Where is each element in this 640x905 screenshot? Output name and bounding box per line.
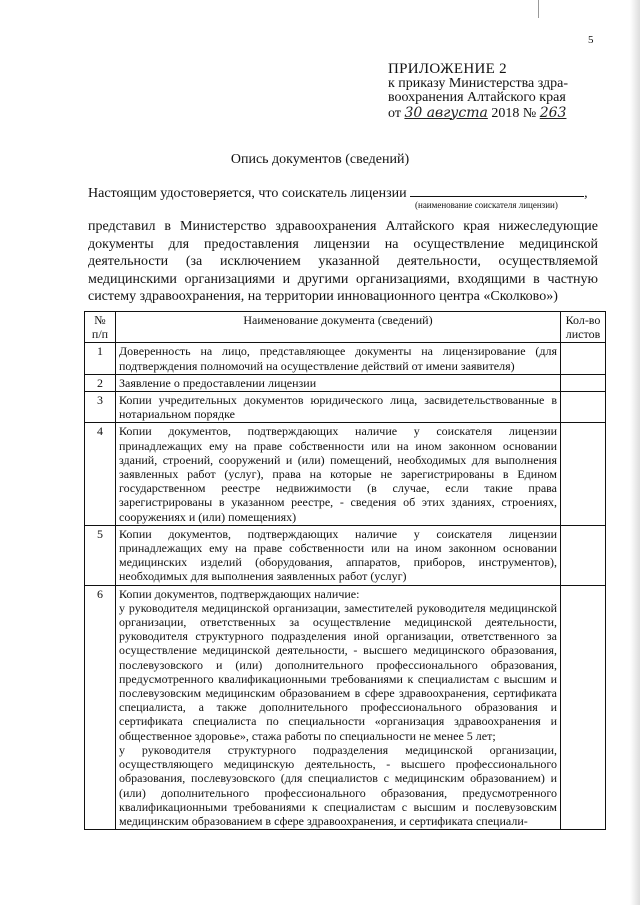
table-row <box>85 343 606 374</box>
row-qty <box>561 585 606 829</box>
applicant-name-blank <box>410 184 584 197</box>
handwritten-order-date: 30 августа <box>404 104 488 121</box>
table-row <box>85 423 606 525</box>
handwritten-order-number: 263 <box>539 104 567 121</box>
row-name-paragraph-1: у руководителя медицинской организации, заместителей руководителя медицинской организации, ответственных за осуществление медицинской деятельности, руководителя структурного подразделения иной организации, ответственного за осуществление медицинской деятельности, - высшего медицинского образования, послевузовского и (или) дополнительного профессионального образования, предусмотренного квалификационными требованиями к специалистам с высшим и послевузовским медицинским образованием в сфере здравоохранения, сертификата специалиста, а также дополнительного профессионального образования и сертификата специалиста по специальности «организация здравоохранения и общественное здоровье», стажа работы по специальности не менее 5 лет; <box>119 600 557 743</box>
table-header-row <box>85 312 606 343</box>
page-number: 5 <box>588 34 594 46</box>
table-row <box>85 525 606 585</box>
table-row <box>85 392 606 423</box>
header-qty: Кол-во листов <box>561 312 606 343</box>
row-num: 6 <box>85 585 116 829</box>
documents-table <box>84 311 606 830</box>
applicant-caption: (наименование соискателя лицензии) <box>415 200 558 210</box>
annex-header <box>388 62 628 121</box>
row-qty <box>561 374 606 391</box>
annex-title: ПРИЛОЖЕНИЕ 2 <box>388 61 507 77</box>
row-name: Копии учредительных документов юридического лица, засвидетельствованные в нотариальном порядке <box>116 392 561 423</box>
row-name-paragraph-2: у руководителя структурного подразделения медицинской организации, осуществляющего медицинскую деятельность, - высшего профессионального образования, послевузовского (для специалистов с медицинским образованием) и (или) дополнительного профессионального образования, предусмотренного квалификационными требованиями к специалистам с высшим и послевузовским медицинским образованием в сфере здравоохранения, и сертификата специали- <box>119 742 557 828</box>
row-name <box>116 585 561 829</box>
row-num: 4 <box>85 423 116 525</box>
row-num: 5 <box>85 525 116 585</box>
row-num: 3 <box>85 392 116 423</box>
row-qty <box>561 423 606 525</box>
row-name: Заявление о предоставлении лицензии <box>116 374 561 391</box>
document-title: Опись документов (сведений) <box>230 152 410 167</box>
header-name: Наименование документа (сведений) <box>116 312 561 343</box>
order-date-line <box>388 106 628 122</box>
certification-text: Настоящим удостоверяется, что соискатель лицензии <box>88 186 407 201</box>
scan-edge-shadow <box>630 0 640 905</box>
table-row <box>85 585 606 829</box>
header-num: № п/п <box>85 312 116 343</box>
row-qty <box>561 343 606 374</box>
row-name-intro: Копии документов, подтверждающих наличие: <box>119 586 360 601</box>
table-row <box>85 374 606 391</box>
row-name: Доверенность на лицо, представляющее документы на лицензирование (для подтверждения полномочий на осуществление действий от имени заявителя) <box>116 343 561 374</box>
order-year: 2018 № <box>491 105 537 121</box>
row-num: 2 <box>85 374 116 391</box>
row-qty <box>561 525 606 585</box>
intro-paragraph: представил в Министерство здравоохранения Алтайского края нижеследующие документы для предоставления лицензии на осуществление медицинской деятельности (за исключением указанной деятельности, осуществляемой медицинскими организациями и другими организациями, входящими в частную систему здравоохранения, на территории инновационного центра «Сколково») <box>88 219 598 304</box>
order-reference-line-1: к приказу Министерства здра- <box>388 75 569 91</box>
row-name: Копии документов, подтверждающих наличие у соискателя лицензии принадлежащих ему на праве собственности или на ином законном основании зданий, строений, сооружений и (или) помещений, необходимых для выполнения заявленных работ (услуг), права на которые не зарегистрированы в Едином государственном реестре недвижимости (в случае, если такие права зарегистрированы в указанном реестре, - сведения об этих зданиях, строениях, сооружениях и (или) помещениях) <box>116 423 561 525</box>
row-name: Копии документов, подтверждающих наличие у соискателя лицензии принадлежащих ему на праве собственности или на ином законном основании медицинских изделий (оборудования, аппаратов, приборов, инструментов), необходимых для выполнения заявленных работ (услуг) <box>116 525 561 585</box>
certification-comma: , <box>584 186 588 201</box>
scan-margin-line <box>538 0 539 18</box>
order-reference-line-2: воохранения Алтайского края <box>388 90 566 105</box>
row-num: 1 <box>85 343 116 374</box>
row-qty <box>561 392 606 423</box>
order-prefix: от <box>388 105 401 121</box>
